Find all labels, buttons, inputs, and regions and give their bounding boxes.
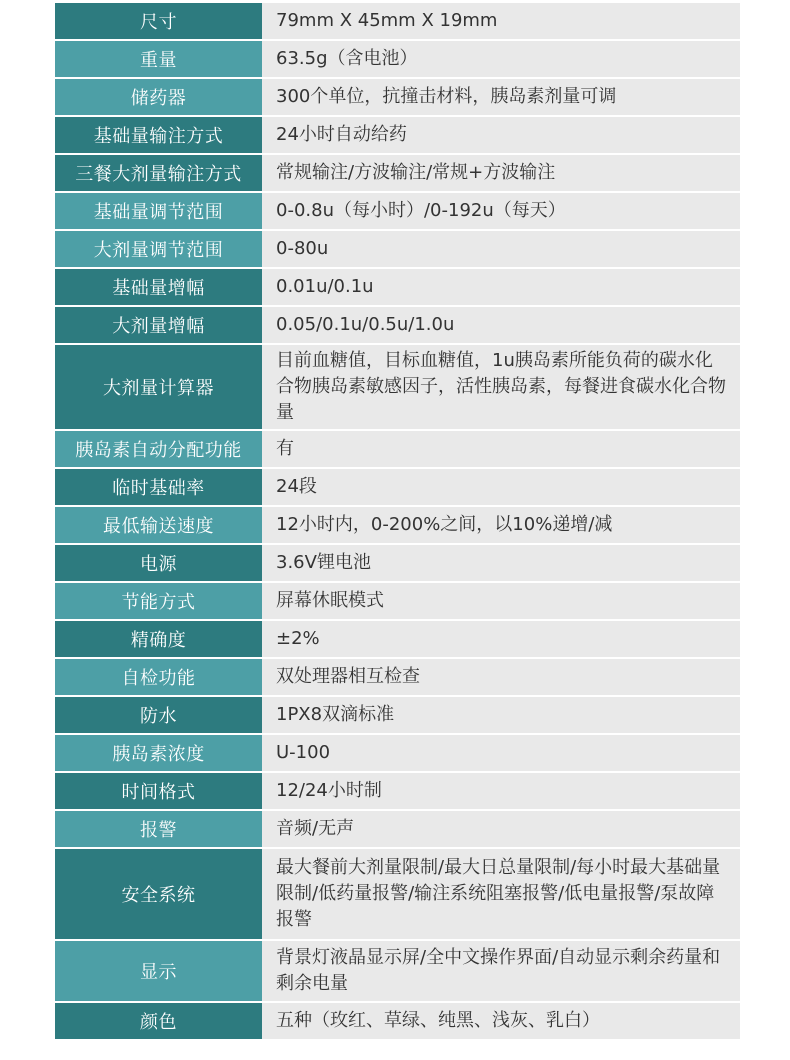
spec-value-text: 3.6V锂电池 bbox=[276, 552, 371, 573]
spec-label: 重量 bbox=[55, 41, 262, 77]
spec-value bbox=[262, 345, 740, 429]
spec-value-text: 常规输注/方波输注/常规+方波输注 bbox=[276, 162, 556, 183]
spec-row-accuracy bbox=[55, 621, 740, 657]
spec-value-text: 0-0.8u（每小时）/0-192u（每天） bbox=[276, 200, 566, 221]
spec-value-text: 1PX8双滴标准 bbox=[276, 704, 395, 725]
spec-value bbox=[262, 621, 740, 657]
spec-table bbox=[55, 3, 740, 1041]
spec-label: 大剂量增幅 bbox=[55, 307, 262, 343]
spec-label: 基础量调节范围 bbox=[55, 193, 262, 229]
spec-value-text: 300个单位，抗撞击材料，胰岛素剂量可调 bbox=[276, 86, 617, 107]
spec-value-text: 79mm X 45mm X 19mm bbox=[276, 10, 498, 31]
spec-label: 显示 bbox=[55, 941, 262, 1001]
spec-row-bolus-range bbox=[55, 231, 740, 267]
spec-label: 最低输送速度 bbox=[55, 507, 262, 543]
spec-value bbox=[262, 117, 740, 153]
spec-value bbox=[262, 231, 740, 267]
spec-label: 防水 bbox=[55, 697, 262, 733]
spec-value-text: 目前血糖值，目标血糖值，1u胰岛素所能负荷的碳水化合物胰岛素敏感因子，活性胰岛素，每餐进食碳水化合物量 bbox=[276, 350, 726, 423]
spec-value bbox=[262, 941, 740, 1001]
spec-row-safety-system bbox=[55, 849, 740, 939]
spec-value-text: 24小时自动给药 bbox=[276, 124, 407, 145]
spec-label: 报警 bbox=[55, 811, 262, 847]
spec-value-text: 五种（玫红、草绿、纯黑、浅灰、乳白） bbox=[276, 1010, 600, 1031]
spec-value-text: 最大餐前大剂量限制/最大日总量限制/每小时最大基础量限制/低药量报警/输注系统阻塞报警/低电量报警/泵故障报警 bbox=[276, 857, 721, 930]
spec-value bbox=[262, 735, 740, 771]
spec-label: 储药器 bbox=[55, 79, 262, 115]
spec-row-time-format bbox=[55, 773, 740, 809]
spec-value-text: 背景灯液晶显示屏/全中文操作界面/自动显示剩余药量和剩余电量 bbox=[276, 947, 721, 994]
spec-label: 临时基础率 bbox=[55, 469, 262, 505]
spec-row-min-delivery bbox=[55, 507, 740, 543]
spec-row-power bbox=[55, 545, 740, 581]
spec-row-alarm bbox=[55, 811, 740, 847]
spec-value bbox=[262, 583, 740, 619]
spec-row-size bbox=[55, 3, 740, 39]
spec-value-text: 63.5g（含电池） bbox=[276, 48, 418, 69]
spec-value bbox=[262, 155, 740, 191]
spec-value bbox=[262, 1003, 740, 1039]
spec-value bbox=[262, 79, 740, 115]
spec-label: 电源 bbox=[55, 545, 262, 581]
spec-value bbox=[262, 507, 740, 543]
spec-value bbox=[262, 307, 740, 343]
spec-label: 精确度 bbox=[55, 621, 262, 657]
spec-value bbox=[262, 431, 740, 467]
spec-value bbox=[262, 193, 740, 229]
spec-label: 尺寸 bbox=[55, 3, 262, 39]
spec-row-basal-range bbox=[55, 193, 740, 229]
spec-value-text: U-100 bbox=[276, 742, 331, 763]
spec-row-power-saving bbox=[55, 583, 740, 619]
spec-label: 胰岛素浓度 bbox=[55, 735, 262, 771]
spec-label: 胰岛素自动分配功能 bbox=[55, 431, 262, 467]
spec-row-auto-distribution bbox=[55, 431, 740, 467]
spec-row-insulin-concentration bbox=[55, 735, 740, 771]
spec-value-text: 0.05/0.1u/0.5u/1.0u bbox=[276, 314, 455, 335]
spec-row-basal-increment bbox=[55, 269, 740, 305]
spec-label: 大剂量调节范围 bbox=[55, 231, 262, 267]
spec-row-basal-mode bbox=[55, 117, 740, 153]
spec-row-self-check bbox=[55, 659, 740, 695]
spec-value bbox=[262, 469, 740, 505]
spec-value-text: 有 bbox=[276, 438, 294, 459]
spec-row-color bbox=[55, 1003, 740, 1039]
spec-label: 安全系统 bbox=[55, 849, 262, 939]
spec-row-bolus-mode bbox=[55, 155, 740, 191]
spec-value-text: 双处理器相互检查 bbox=[276, 666, 420, 687]
spec-row-bolus-calculator bbox=[55, 345, 740, 429]
spec-value bbox=[262, 659, 740, 695]
spec-value-text: 12/24小时制 bbox=[276, 780, 382, 801]
spec-value bbox=[262, 269, 740, 305]
spec-row-display bbox=[55, 941, 740, 1001]
spec-value bbox=[262, 773, 740, 809]
spec-row-waterproof bbox=[55, 697, 740, 733]
spec-row-temp-basal bbox=[55, 469, 740, 505]
spec-label: 自检功能 bbox=[55, 659, 262, 695]
spec-label: 基础量输注方式 bbox=[55, 117, 262, 153]
spec-value bbox=[262, 41, 740, 77]
spec-row-bolus-increment bbox=[55, 307, 740, 343]
spec-label: 大剂量计算器 bbox=[55, 345, 262, 429]
spec-row-reservoir bbox=[55, 79, 740, 115]
spec-value bbox=[262, 811, 740, 847]
spec-label: 节能方式 bbox=[55, 583, 262, 619]
spec-label: 时间格式 bbox=[55, 773, 262, 809]
spec-label: 颜色 bbox=[55, 1003, 262, 1039]
spec-value-text: 12小时内，0-200%之间，以10%递增/减 bbox=[276, 514, 613, 535]
spec-value-text: 屏幕休眠模式 bbox=[276, 590, 384, 611]
spec-label: 三餐大剂量输注方式 bbox=[55, 155, 262, 191]
spec-value bbox=[262, 697, 740, 733]
spec-label: 基础量增幅 bbox=[55, 269, 262, 305]
spec-value-text: ±2% bbox=[276, 628, 320, 649]
spec-value bbox=[262, 849, 740, 939]
spec-value-text: 24段 bbox=[276, 476, 317, 497]
spec-value bbox=[262, 545, 740, 581]
spec-value-text: 音频/无声 bbox=[276, 818, 355, 839]
spec-row-weight bbox=[55, 41, 740, 77]
spec-value-text: 0.01u/0.1u bbox=[276, 276, 374, 297]
spec-value bbox=[262, 3, 740, 39]
spec-value-text: 0-80u bbox=[276, 238, 329, 259]
